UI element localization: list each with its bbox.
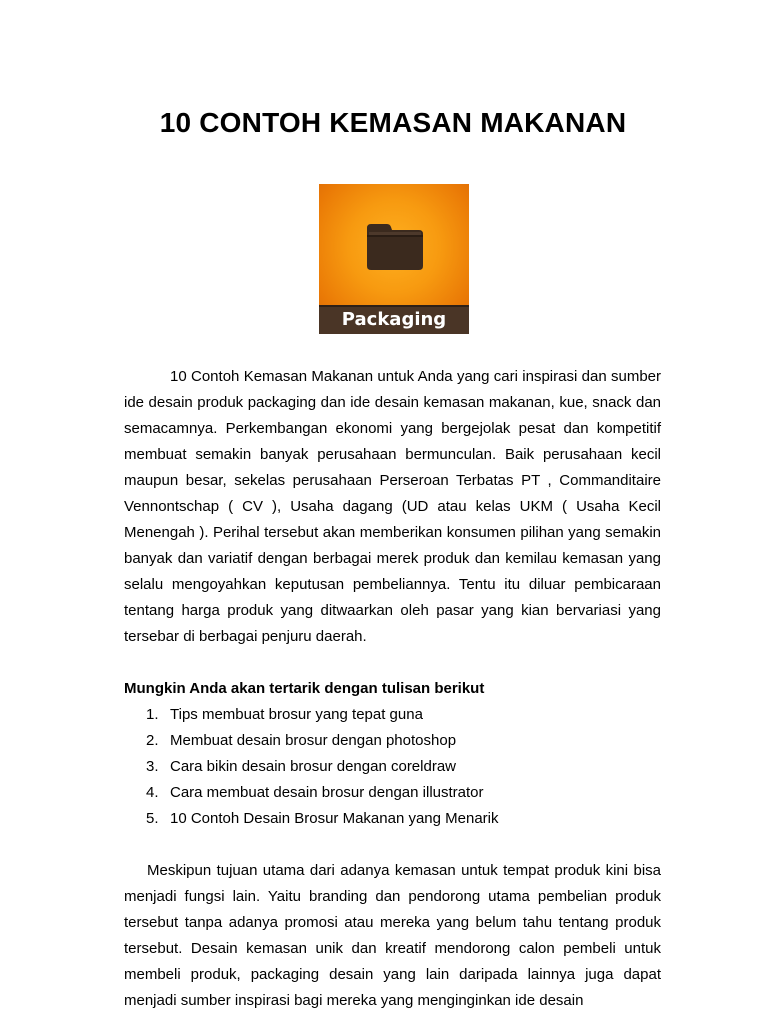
folder-icon — [365, 220, 425, 272]
list-item[interactable] — [124, 728, 661, 754]
body-paragraph: Meskipun tujuan utama dari adanya kemasan untuk tempat produk kini bisa menjadi fungsi lain. Yaitu branding dan pendorong utama pembelian produk tersebut tanpa adanya promosi atau mereka yang belum tahu tentang produk tersebut. Desain kemasan unik dan kreatif mendorong calon pembeli untuk membeli produk, packaging desain yang lain daripada lainnya juga dapat menjadi sumber inspirasi bagi mereka yang menginginkan ide desain — [124, 862, 661, 1009]
list-item-number: 5. — [146, 810, 159, 827]
list-item-number: 1. — [146, 706, 159, 723]
logo-label: Packaging — [341, 309, 447, 330]
list-item[interactable] — [124, 702, 661, 728]
list-item-text[interactable]: Tips membuat brosur yang tepat guna — [170, 706, 423, 723]
related-heading: Mungkin Anda akan tertarik dengan tulisan berikut — [124, 680, 485, 697]
list-item[interactable] — [124, 754, 661, 780]
list-item-number: 3. — [146, 758, 159, 775]
related-list — [124, 702, 661, 832]
list-item[interactable] — [124, 780, 661, 806]
list-item-text[interactable]: Cara bikin desain brosur dengan coreldraw — [170, 758, 456, 775]
list-item-text[interactable]: 10 Contoh Desain Brosur Makanan yang Menarik — [170, 810, 499, 827]
list-item-number: 2. — [146, 732, 159, 749]
list-item-text[interactable]: Membuat desain brosur dengan photoshop — [170, 732, 457, 749]
intro-paragraph: 10 Contoh Kemasan Makanan untuk Anda yang cari inspirasi dan sumber ide desain produk packaging dan ide desain kemasan makanan, kue, snack dan semacamnya. Perkembangan ekonomi yang bergejolak pesat dan kompetitif membuat semakin banyak perusahaan bermunculan. Baik perusahaan kecil maupun besar, sekelas perusahaan Perseroan Terbatas PT , Commanditaire Vennontschap ( CV ), Usaha dagang (UD atau kelas UKM ( Usaha Kecil Menengah ). Perihal tersebut akan memberikan konsumen pilihan yang semakin banyak dan variatif dengan berbagai merek produk dan kemilau kemasan yang selalu mengoyahkan keputusan pembeliannya. Tentu itu diluar pembicaraan tentang harga produk yang ditwaarkan oleh pasar yang kian bervariasi yang tersebar di berbagai penjuru daerah. — [124, 368, 661, 645]
packaging-logo — [319, 184, 469, 334]
list-item-text[interactable]: Cara membuat desain brosur dengan illustrator — [170, 784, 484, 801]
document-content — [124, 364, 661, 1014]
list-item[interactable] — [124, 806, 661, 832]
document-title: 10 CONTOH KEMASAN MAKANAN — [159, 107, 627, 138]
list-item-number: 4. — [146, 784, 159, 801]
